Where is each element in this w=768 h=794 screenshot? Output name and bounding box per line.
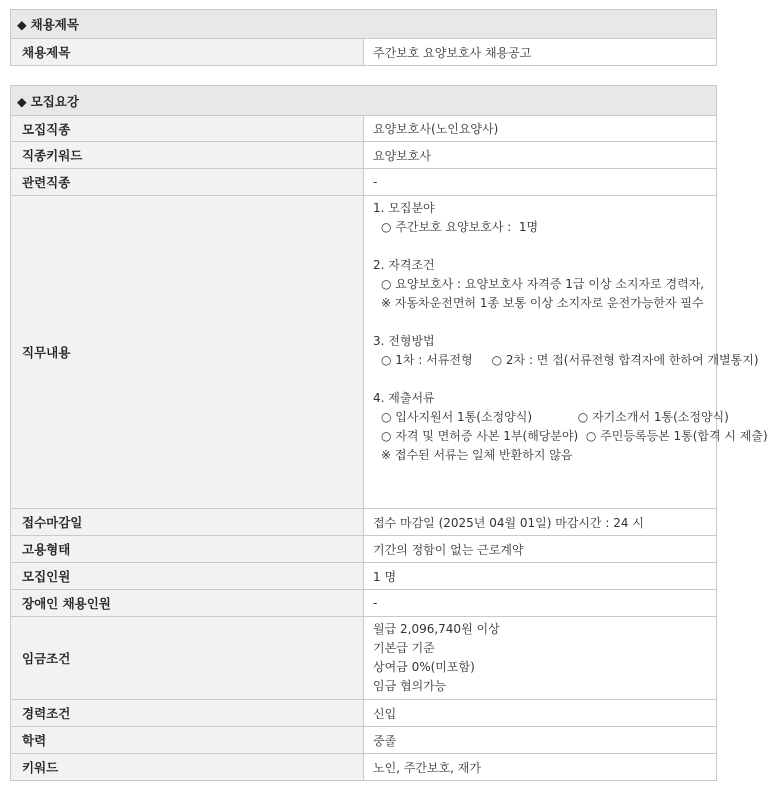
duties-method-item: ○ 1차 : 서류전형 ○ 2차 : 면 접(서류전형 합격자에 한하여 개별통지) [381, 353, 759, 367]
duties-content [364, 196, 768, 509]
row-label: 모집직종 [11, 116, 364, 142]
recruitment-title-table [10, 9, 717, 66]
row-label: 고용형태 [11, 536, 364, 563]
employment-type-value: 기간의 정함이 없는 근로계약 [364, 536, 717, 563]
duties-method-title: 3. 전형방법 [373, 334, 435, 348]
duties-docs-title: 4. 제출서류 [373, 391, 435, 405]
related-job-value: - [364, 169, 717, 196]
duties-qual-note: ※ 자동차운전면허 1종 보통 이상 소지자로 운전가능한자 필수 [381, 296, 704, 310]
duties-field-item: ○ 주간보호 요양보호사 : 1명 [381, 220, 539, 234]
row-label: 접수마감일 [11, 509, 364, 536]
wage-line: 임금 협의가능 [373, 679, 447, 693]
duties-qual-title: 2. 자격조건 [373, 258, 435, 272]
section-heading [11, 10, 717, 39]
wage-content [364, 617, 717, 700]
row-label: 모집인원 [11, 563, 364, 590]
recruitment-title-section [10, 9, 717, 66]
row-label: 키워드 [11, 754, 364, 781]
row-label: 학력 [11, 727, 364, 754]
row-label: 경력조건 [11, 700, 364, 727]
deadline-value: 접수 마감일 (2025년 04월 01일) 마감시간 : 24 시 [364, 509, 717, 536]
keywords-value: 노인, 주간보호, 재가 [364, 754, 717, 781]
job-type-value: 요양보호사(노인요양사) [364, 116, 717, 142]
row-label: 임금조건 [11, 617, 364, 700]
education-value: 중졸 [364, 727, 717, 754]
row-label: 채용제목 [11, 39, 364, 66]
row-label: 관련직종 [11, 169, 364, 196]
duties-field-title: 1. 모집분야 [373, 201, 435, 215]
recruitment-details-section [10, 85, 768, 781]
wage-line: 상여금 0%(미포함) [373, 660, 475, 674]
diamond-bullet-icon: ◆ [17, 17, 27, 32]
wage-line: 월급 2,096,740원 이상 [373, 622, 500, 636]
wage-line: 기본급 기준 [373, 641, 435, 655]
duties-docs-item: ○ 입사지원서 1통(소정양식) ○ 자기소개서 1통(소정양식) [381, 410, 729, 424]
duties-qual-item: ○ 요양보호사 : 요양보호사 자격증 1급 이상 소지자로 경력자, [381, 277, 705, 291]
job-keyword-value: 요양보호사 [364, 142, 717, 169]
section-heading-text: 모집요강 [30, 93, 79, 109]
experience-value: 신입 [364, 700, 717, 727]
recruitment-details-table [10, 85, 768, 781]
row-label: 장애인 채용인원 [11, 590, 364, 617]
section-heading-text: 채용제목 [30, 17, 79, 32]
duties-docs-note: ※ 접수된 서류는 일체 반환하지 않음 [381, 448, 573, 462]
duties-docs-item: ○ 자격 및 면허증 사본 1부(해당분야) ○ 주민등록등본 1통(합격 시 제출) [381, 429, 768, 443]
headcount-value: 1 명 [364, 563, 717, 590]
recruitment-title-value: 주간보호 요양보호사 채용공고 [364, 39, 717, 66]
section-heading [11, 86, 717, 116]
disabled-hires-value: - [364, 590, 717, 617]
row-label: 직종키워드 [11, 142, 364, 169]
diamond-bullet-icon: ◆ [17, 93, 27, 109]
row-label: 직무내용 [11, 196, 364, 509]
